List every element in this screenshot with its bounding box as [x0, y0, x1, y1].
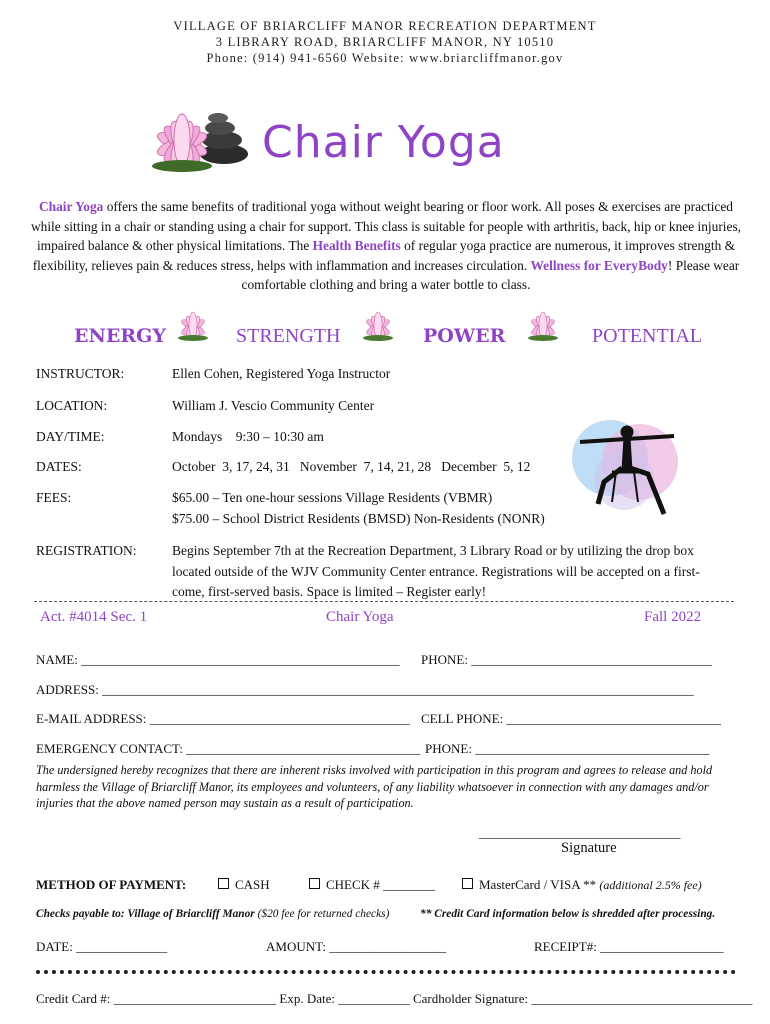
lotus-stones-image: [138, 96, 250, 180]
card-fee-note: (additional 2.5% fee): [599, 878, 702, 892]
signature-label: Signature: [561, 840, 617, 856]
address-field[interactable]: ADDRESS: ___________________________________________________________________________________________: [36, 682, 694, 697]
location-value: William J. Vescio Community Center: [172, 398, 375, 413]
registration-label: REGISTRATION:: [36, 543, 137, 558]
registration-value: Begins September 7th at the Recreation Department, 3 Library Road or by utilizing the drop box located outside of the WJV Community Center entrance. Registrations will be accepted on a first-come, first-served basis. Space is limited – Register early!: [172, 543, 700, 599]
waiver-text: The undersigned hereby recognizes that there are inherent risks involved with participation in this program and agrees to release and hold harmless the Village of Briarcliff Manor, its employees and volunteers, of any liability whatsoever in connection with any damages and/or injuries that the above named person may sustain as a result of participation.: [36, 763, 713, 810]
cut-line: [34, 601, 734, 602]
lotus-icon: [522, 305, 564, 341]
dates-value: October 3, 17, 24, 31 November 7, 14, 21, 28 December 5, 12: [172, 459, 531, 474]
cash-option[interactable]: [218, 877, 270, 893]
form-program: Chair Yoga: [326, 609, 394, 625]
intro-text-3: ! Please wear comfortable clothing and bring a water bottle to class.: [241, 257, 740, 293]
checkbox-icon[interactable]: [462, 878, 473, 889]
payment-method-label: METHOD OF PAYMENT:: [36, 877, 187, 892]
check-label: CHECK # ________: [326, 877, 436, 892]
credit-card-field[interactable]: Credit Card #: _________________________ Exp. Date: ___________ Cardholder Signature: __________________________________: [36, 991, 753, 1006]
returned-check-fee: ($20 fee for returned checks): [254, 908, 390, 920]
location-label: LOCATION:: [36, 398, 108, 413]
lotus-icon: [172, 305, 214, 341]
lotus-icon: [357, 305, 399, 341]
shredded-note: ** Credit Card information below is shredded after processing.: [420, 908, 716, 920]
instructor-value: Ellen Cohen, Registered Yoga Instructor: [172, 366, 391, 381]
amount-field[interactable]: AMOUNT: __________________: [266, 939, 447, 954]
intro-lead: Chair Yoga: [38, 199, 104, 214]
checks-payable-text: Checks payable to: Village of Briarcliff Manor: [36, 908, 255, 920]
cell-phone-field[interactable]: CELL PHONE: _________________________________: [421, 711, 721, 726]
theme-strength: STRENGTH: [236, 325, 341, 347]
activity-number: Act. #4014 Sec. 1: [40, 609, 148, 625]
cash-label: CASH: [235, 877, 270, 892]
theme-energy: ENERGY: [74, 325, 166, 347]
emergency-phone-field[interactable]: PHONE: ____________________________________: [425, 741, 710, 756]
daytime-value: Mondays 9:30 – 10:30 am: [172, 429, 324, 444]
checkbox-icon[interactable]: [218, 878, 229, 889]
check-option[interactable]: [309, 877, 435, 893]
signature-line[interactable]: _______________________________: [479, 825, 681, 840]
dept-contact: Phone: (914) 941-6560 Website: www.briarcliffmanor.gov: [206, 51, 564, 65]
date-field[interactable]: DATE: ______________: [36, 939, 168, 954]
fee-nonresident: $75.00 – School District Residents (BMSD) Non-Residents (NONR): [172, 511, 545, 526]
fee-village: $65.00 – Ten one-hour sessions Village Residents (VBMR): [172, 490, 493, 505]
page-title: Chair Yoga: [262, 117, 505, 168]
wellness-text: Wellness for EveryBody: [530, 257, 668, 273]
checks-payable-note: [36, 908, 389, 920]
checkbox-icon[interactable]: [309, 878, 320, 889]
instructor-label: INSTRUCTOR:: [36, 366, 125, 381]
intro-paragraph: [30, 197, 742, 295]
theme-power: POWER: [423, 325, 506, 347]
credit-card-option[interactable]: [462, 877, 702, 893]
name-field[interactable]: NAME: _________________________________________________: [36, 652, 400, 667]
emergency-contact-field[interactable]: EMERGENCY CONTACT: ____________________________________: [36, 741, 421, 756]
theme-potential: POTENTIAL: [592, 325, 702, 347]
dept-name: VILLAGE OF BRIARCLIFF MANOR RECREATION DEPARTMENT: [173, 19, 597, 33]
dept-address: 3 LIBRARY ROAD, BRIARCLIFF MANOR, NY 10510: [215, 35, 555, 49]
email-field[interactable]: E-MAIL ADDRESS: ________________________________________: [36, 711, 410, 726]
health-benefits: Health Benefits: [312, 238, 401, 254]
intro-text-1: offers the same benefits of traditional yoga without weight bearing or floor work. All poses & exercises are practiced while sitting in a chair or standing using a chair for support. This class is suitable for people with arthritis, back, hip or knee injuries, impaired balance & other physical limitations. The: [30, 199, 742, 254]
receipt-field[interactable]: RECEIPT#: ___________________: [534, 939, 724, 954]
fees-label: FEES:: [36, 490, 72, 505]
yoga-figure-image: [572, 410, 682, 520]
dotted-divider: [36, 970, 736, 974]
card-label: MasterCard / VISA **: [479, 877, 600, 892]
daytime-label: DAY/TIME:: [36, 429, 105, 444]
dates-label: DATES:: [36, 459, 82, 474]
intro-text-2: of regular yoga practice are numerous, it improves strength & flexibility, relieves pain & reduces stress, helps with inflammation and increases circulation.: [32, 238, 736, 273]
form-season: Fall 2022: [644, 609, 702, 625]
phone-field[interactable]: PHONE: _____________________________________: [421, 652, 712, 667]
